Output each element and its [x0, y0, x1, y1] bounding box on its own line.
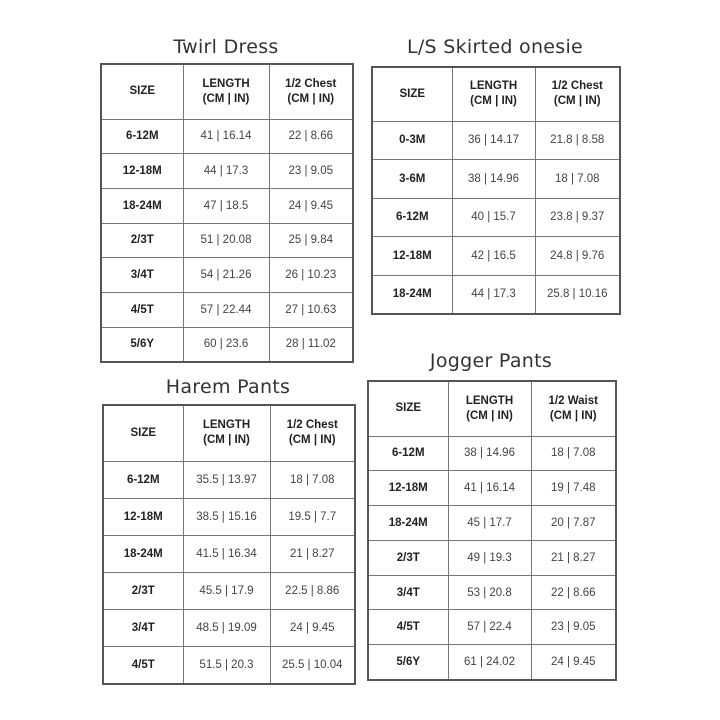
- size-cell: 18-24M: [368, 506, 448, 541]
- half-waist-cell: 18 | 7.08: [531, 436, 616, 471]
- half-waist-cell: 20 | 7.87: [531, 506, 616, 541]
- half-chest-cell: 22 | 8.66: [269, 119, 353, 154]
- length-header: [452, 67, 535, 121]
- length-cell: 61 | 24.02: [448, 645, 531, 680]
- table-row: [101, 258, 353, 293]
- half-chest-header: [269, 64, 353, 119]
- size-cell: 4/5T: [103, 647, 183, 684]
- length-header-unit: (CM | IN): [466, 409, 513, 422]
- length-cell: 44 | 17.3: [183, 154, 269, 189]
- half-chest-header: [270, 405, 355, 461]
- half-chest-cell: 24 | 9.45: [270, 610, 355, 647]
- size-cell: 12-18M: [101, 154, 183, 189]
- length-header-unit: (CM | IN): [203, 434, 250, 447]
- length-cell: 38.5 | 15.16: [183, 498, 270, 535]
- length-header-label: LENGTH: [202, 77, 250, 90]
- size-cell: 0-3M: [372, 121, 452, 160]
- table-row: [101, 188, 353, 223]
- table-row: [372, 275, 620, 314]
- half-waist-header-label: 1/2 Waist: [548, 394, 598, 407]
- size-cell: 6-12M: [372, 198, 452, 237]
- length-cell: 38 | 14.96: [448, 436, 531, 471]
- size-cell: 2/3T: [368, 540, 448, 575]
- table-row: [101, 119, 353, 154]
- length-cell: 41.5 | 16.34: [183, 535, 270, 572]
- half-chest-header-label: 1/2 Chest: [286, 419, 338, 432]
- skirted-onesie-size-table: [371, 66, 621, 315]
- length-header-label: LENGTH: [465, 394, 514, 407]
- length-header: [448, 381, 531, 436]
- half-chest-cell: 22.5 | 8.86: [270, 573, 355, 610]
- length-header: [183, 64, 269, 119]
- length-header: [183, 405, 270, 461]
- half-chest-cell: 26 | 10.23: [269, 258, 353, 293]
- half-chest-cell: 25.5 | 10.04: [270, 647, 355, 684]
- length-cell: 41 | 16.14: [183, 119, 269, 154]
- table-row: [103, 535, 355, 572]
- jogger-pants-section: [367, 348, 615, 684]
- size-cell: 4/5T: [101, 292, 183, 327]
- size-cell: 3-6M: [372, 160, 452, 199]
- length-cell: 51 | 20.08: [183, 223, 269, 258]
- table-row: [368, 610, 616, 645]
- table-row: [101, 327, 353, 362]
- twirl-dress-size-table: [100, 63, 354, 363]
- length-cell: 45.5 | 17.9: [183, 573, 270, 610]
- length-cell: 57 | 22.44: [183, 292, 269, 327]
- table-row: [103, 610, 355, 647]
- length-header-unit: (CM | IN): [202, 92, 250, 105]
- twirl-dress-title: Twirl Dress: [173, 36, 279, 58]
- length-header-label: LENGTH: [202, 419, 251, 432]
- table-row: [101, 223, 353, 258]
- half-chest-cell: 24 | 9.45: [269, 188, 353, 223]
- table-row: [368, 645, 616, 680]
- half-chest-header-label: 1/2 Chest: [285, 77, 337, 90]
- table-row: [372, 237, 620, 276]
- length-cell: 48.5 | 19.09: [183, 610, 270, 647]
- half-chest-cell: 18 | 7.08: [535, 160, 620, 199]
- size-cell: 2/3T: [101, 223, 183, 258]
- size-cell: 12-18M: [368, 471, 448, 506]
- harem-pants-section: [102, 374, 354, 686]
- table-row: [103, 573, 355, 610]
- table-row: [101, 154, 353, 189]
- size-cell: 3/4T: [101, 258, 183, 293]
- table-row: [103, 461, 355, 498]
- half-chest-cell: 25 | 9.84: [269, 223, 353, 258]
- half-chest-cell: 23 | 9.05: [269, 154, 353, 189]
- size-cell: 12-18M: [372, 237, 452, 276]
- half-chest-cell: 21 | 8.27: [270, 535, 355, 572]
- length-cell: 53 | 20.8: [448, 575, 531, 610]
- harem-pants-size-table: [102, 404, 356, 685]
- half-chest-cell: 25.8 | 10.16: [535, 275, 620, 314]
- length-cell: 54 | 21.26: [183, 258, 269, 293]
- length-cell: 60 | 23.6: [183, 327, 269, 362]
- length-cell: 57 | 22.4: [448, 610, 531, 645]
- length-cell: 41 | 16.14: [448, 471, 531, 506]
- length-cell: 36 | 14.17: [452, 121, 535, 160]
- half-chest-header-unit: (CM | IN): [553, 95, 601, 108]
- half-chest-cell: 23.8 | 9.37: [535, 198, 620, 237]
- length-cell: 51.5 | 20.3: [183, 647, 270, 684]
- table-row: [368, 506, 616, 541]
- twirl-dress-section: [100, 34, 352, 364]
- table-row: [368, 471, 616, 506]
- length-cell: 42 | 16.5: [452, 237, 535, 276]
- table-row: [372, 198, 620, 237]
- table-row: [368, 436, 616, 471]
- half-waist-cell: 24 | 9.45: [531, 645, 616, 680]
- half-waist-header-unit: (CM | IN): [549, 409, 597, 422]
- table-row: [372, 121, 620, 160]
- harem-pants-title: Harem Pants: [165, 376, 291, 398]
- half-chest-cell: 19.5 | 7.7: [270, 498, 355, 535]
- size-header: SIZE: [101, 64, 183, 119]
- table-row: [103, 647, 355, 684]
- skirted-onesie-title: L/S Skirted onesie: [406, 36, 584, 58]
- half-waist-cell: 22 | 8.66: [531, 575, 616, 610]
- size-header: SIZE: [103, 405, 183, 461]
- half-waist-cell: 19 | 7.48: [531, 471, 616, 506]
- half-chest-cell: 27 | 10.63: [269, 292, 353, 327]
- half-waist-header: [531, 381, 616, 436]
- half-chest-header-unit: (CM | IN): [287, 92, 335, 105]
- skirted-onesie-section: [371, 34, 619, 318]
- size-header: SIZE: [368, 381, 448, 436]
- size-cell: 3/4T: [103, 610, 183, 647]
- table-row: [103, 498, 355, 535]
- size-header: SIZE: [372, 67, 452, 121]
- half-chest-cell: 24.8 | 9.76: [535, 237, 620, 276]
- half-chest-cell: 28 | 11.02: [269, 327, 353, 362]
- size-cell: 18-24M: [101, 188, 183, 223]
- half-chest-header: [535, 67, 620, 121]
- table-row: [368, 575, 616, 610]
- size-cell: 5/6Y: [101, 327, 183, 362]
- size-cell: 2/3T: [103, 573, 183, 610]
- size-cell: 3/4T: [368, 575, 448, 610]
- half-chest-cell: 18 | 7.08: [270, 461, 355, 498]
- size-cell: 18-24M: [372, 275, 452, 314]
- size-cell: 12-18M: [103, 498, 183, 535]
- length-cell: 35.5 | 13.97: [183, 461, 270, 498]
- size-cell: 4/5T: [368, 610, 448, 645]
- size-cell: 18-24M: [103, 535, 183, 572]
- length-cell: 40 | 15.7: [452, 198, 535, 237]
- size-cell: 6-12M: [101, 119, 183, 154]
- half-chest-header-label: 1/2 Chest: [551, 80, 603, 93]
- half-waist-cell: 21 | 8.27: [531, 540, 616, 575]
- size-cell: 5/6Y: [368, 645, 448, 680]
- jogger-pants-title: Jogger Pants: [429, 350, 553, 372]
- length-cell: 44 | 17.3: [452, 275, 535, 314]
- length-cell: 49 | 19.3: [448, 540, 531, 575]
- half-chest-cell: 21.8 | 8.58: [535, 121, 620, 160]
- length-cell: 45 | 17.7: [448, 506, 531, 541]
- table-row: [101, 292, 353, 327]
- table-row: [368, 540, 616, 575]
- length-header-unit: (CM | IN): [470, 95, 517, 108]
- size-cell: 6-12M: [103, 461, 183, 498]
- half-chest-header-unit: (CM | IN): [288, 434, 336, 447]
- jogger-pants-size-table: [367, 380, 617, 681]
- size-cell: 6-12M: [368, 436, 448, 471]
- table-row: [372, 160, 620, 199]
- length-cell: 38 | 14.96: [452, 160, 535, 199]
- length-header-label: LENGTH: [469, 80, 518, 93]
- length-cell: 47 | 18.5: [183, 188, 269, 223]
- half-waist-cell: 23 | 9.05: [531, 610, 616, 645]
